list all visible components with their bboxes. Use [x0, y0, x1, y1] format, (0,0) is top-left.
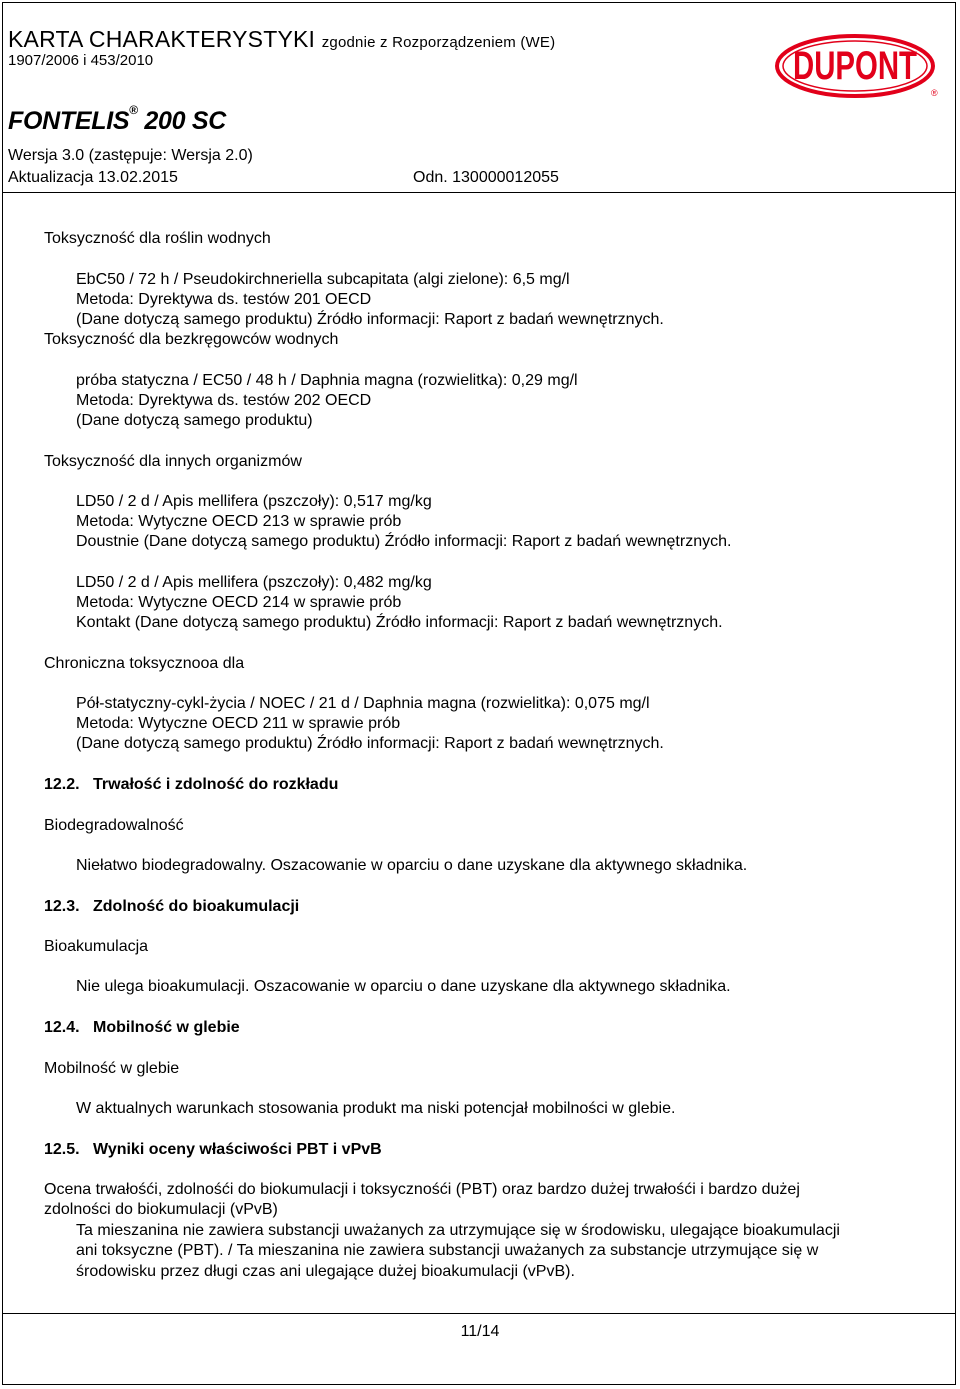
text-line: W aktualnych warunkach stosowania produkt ma niski potencjał mobilności w glebie. — [76, 1100, 676, 1117]
text-line: Metoda: Dyrektywa ds. testów 201 OECD — [76, 291, 372, 308]
toxicity-other-organisms-heading: Toksyczność dla innych organizmów — [44, 453, 302, 470]
toxicity-aquatic-plants-heading: Toksyczność dla roślin wodnych — [44, 230, 271, 247]
pbt-assessment-heading: Ocena trwałośći, zdolnośći do biokumulacji i toksycznośći (PBT) oraz bardzo dużej trwałośći i bardzo dużej — [44, 1181, 800, 1198]
text-line: LD50 / 2 d / Apis mellifera (pszczoły): 0,482 mg/kg — [76, 574, 432, 591]
section-number: 12.5. — [44, 1141, 80, 1158]
product-name — [8, 102, 227, 136]
svg-text:DUPONT: DUPONT — [793, 44, 917, 88]
document-title-sub: zgodnie z Rozporządzeniem (WE) — [321, 34, 556, 51]
section-number: 12.2. — [44, 776, 80, 793]
text-line: ani toksyczne (PBT). / Ta mieszanina nie zawiera substancji uważanych za substancje utrzymujące się w — [76, 1242, 819, 1259]
section-title: Mobilność w glebie — [93, 1019, 240, 1036]
text-line: Ta mieszanina nie zawiera substancji uważanych za utrzymujące się w środowisku, ulegające bioakumulacji — [76, 1222, 840, 1239]
chronic-toxicity-heading: Chroniczna toksycznooa dla — [44, 655, 245, 672]
footer-divider — [2, 1313, 956, 1314]
text-line: środowisku przez długi czas ani ulegające dużej bioakumulacji (vPvB). — [76, 1263, 575, 1280]
biodegradability-heading: Biodegradowalność — [44, 817, 184, 834]
section-number: 12.3. — [44, 898, 80, 915]
text-line: (Dane dotyczą samego produktu) Źródło informacji: Raport z badań wewnętrznych. — [76, 735, 664, 752]
product-name-suffix: 200 SC — [144, 107, 227, 135]
text-line: Metoda: Dyrektywa ds. testów 202 OECD — [76, 392, 372, 409]
text-line: EbC50 / 72 h / Pseudokirchneriella subcapitata (algi zielone): 6,5 mg/l — [76, 271, 570, 288]
section-title: Trwałość i zdolność do rozkładu — [93, 776, 339, 793]
product-registered-mark: ® — [129, 102, 138, 117]
svg-text:®: ® — [931, 88, 938, 98]
text-line: próba statyczna / EC50 / 48 h / Daphnia magna (rozwielitka): 0,29 mg/l — [76, 372, 578, 389]
text-line: Kontakt (Dane dotyczą samego produktu) Źródło informacji: Raport z badań wewnętrznych. — [76, 614, 723, 631]
document-title-main: KARTA CHARAKTERYSTYKI — [8, 26, 316, 52]
toxicity-invertebrates-heading: Toksyczność dla bezkręgowców wodnych — [44, 331, 339, 348]
version-info: Wersja 3.0 (zastępuje: Wersja 2.0) — [8, 147, 253, 164]
pbt-assessment-heading-cont: zdolności do biokumulacji (vPvB) — [44, 1201, 278, 1218]
soil-mobility-heading: Mobilność w glebie — [44, 1060, 180, 1077]
text-line: Metoda: Wytyczne OECD 211 w sprawie prób — [76, 715, 401, 732]
product-name-main: FONTELIS — [8, 107, 130, 135]
document-title — [8, 26, 555, 53]
section-title: Wyniki oceny właściwości PBT i vPvB — [93, 1141, 382, 1158]
text-line: Nie ulega bioakumulacji. Oszacowanie w oparciu o dane uzyskane dla aktywnego składnika. — [76, 978, 731, 995]
text-line: Metoda: Wytyczne OECD 214 w sprawie prób — [76, 594, 402, 611]
section-number: 12.4. — [44, 1019, 80, 1036]
header-divider — [2, 192, 956, 193]
bioaccumulation-heading: Bioakumulacja — [44, 938, 149, 955]
text-line: (Dane dotyczą samego produktu) Źródło informacji: Raport z badań wewnętrznych. — [76, 311, 664, 328]
text-line: Pół-statyczny-cykl-życia / NOEC / 21 d / Daphnia magna (rozwielitka): 0,075 mg/l — [76, 695, 650, 712]
reference-number: Odn. 130000012055 — [413, 169, 559, 186]
text-line: Niełatwo biodegradowalny. Oszacowanie w oparciu o dane uzyskane dla aktywnego składnika. — [76, 857, 748, 874]
page-number: 11/14 — [460, 1323, 500, 1340]
text-line: (Dane dotyczą samego produktu) — [76, 412, 313, 429]
text-line: LD50 / 2 d / Apis mellifera (pszczoły): 0,517 mg/kg — [76, 493, 432, 510]
dupont-logo — [775, 33, 939, 99]
section-title: Zdolność do bioakumulacji — [93, 898, 300, 915]
regulation-number: 1907/2006 i 453/2010 — [8, 52, 154, 69]
update-date: Aktualizacja 13.02.2015 — [8, 169, 178, 186]
text-line: Doustnie (Dane dotyczą samego produktu) Źródło informacji: Raport z badań wewnętrznych. — [76, 533, 732, 550]
text-line: Metoda: Wytyczne OECD 213 w sprawie prób — [76, 513, 402, 530]
